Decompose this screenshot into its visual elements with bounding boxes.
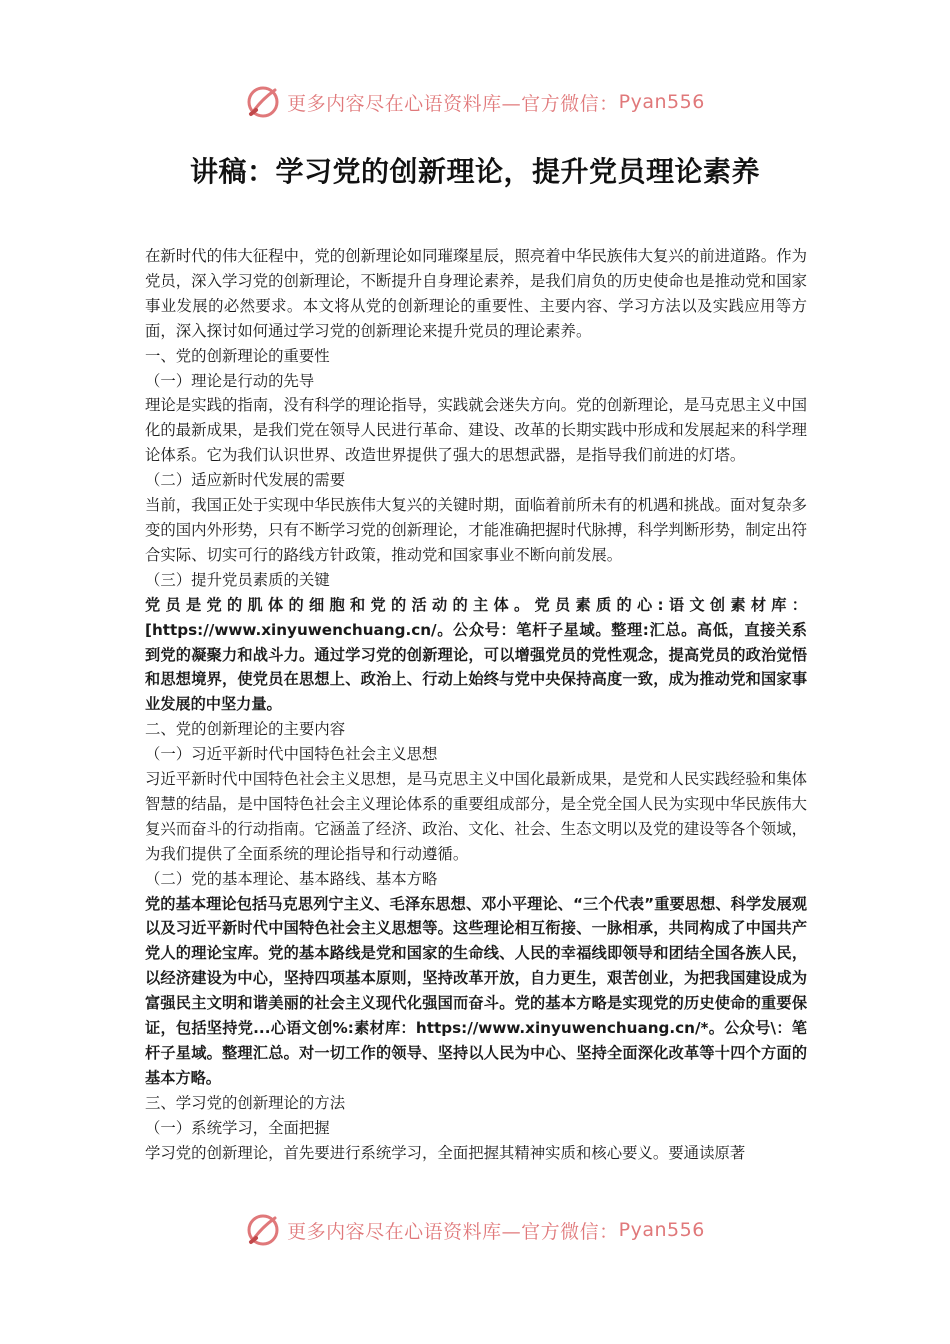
section-heading: （二）党的基本理论、基本路线、基本方略 xyxy=(145,869,438,888)
footer-banner xyxy=(0,1208,950,1252)
paragraph: 在新时代的伟大征程中，党的创新理论如同璀璨星辰，照亮着中华民族伟大复兴的前进道路。作为党员，深入学习党的创新理论，不断提升自身理论素养，是我们肩负的历史使命也是推动党和国家事业发展的必然要求。本文将从党的创新理论的重要性、主要内容、学习方法以及实践应用等方面，深入探讨如何通过学习党的创新理论来提升党员的理论素养。 xyxy=(145,247,807,340)
section-heading: （一）习近平新时代中国特色社会主义思想 xyxy=(145,745,438,764)
section-heading: 一、党的创新理论的重要性 xyxy=(145,346,330,365)
page-title: 讲稿：学习党的创新理论，提升党员理论素养 xyxy=(189,155,760,188)
section-heading: （二）适应新时代发展的需要 xyxy=(145,471,346,490)
banner-wechat-id: Pyan556 xyxy=(618,91,705,113)
paragraph: 当前，我国正处于实现中华民族伟大复兴的关键时期，面临着前所未有的机遇和挑战。面对复杂多变的国内外形势，只有不断学习党的创新理论，才能准确把握时代脉搏，科学判断形势，制定出符合实际、切实可行的路线方针政策，推动党和国家事业不断向前发展。 xyxy=(145,496,807,564)
section-heading: 二、党的创新理论的主要内容 xyxy=(145,720,346,739)
paragraph: 理论是实践的指南，没有科学的理论指导，实践就会迷失方向。党的创新理论，是马克思主义中国化的最新成果，是我们党在领导人民进行革命、建设、改革的长期实践中形成和发展起来的科学理论体系。它为我们认识世界、改造世界提供了强大的思想武器，是指导我们前进的灯塔。 xyxy=(145,396,807,465)
paragraph: 党的基本理论包括马克思列宁主义、毛泽东思想、邓小平理论、“三个代表”重要思想、科学发展观以及习近平新时代中国特色社会主义思想等。这些理论相互衔接、一脉相承，共同构成了中国共产党人的理论宝库。党的基本路线是党和国家的生命线、人民的幸福线即领导和团结全国各族人民，以经济建设为中心，坚持四项基本原则，坚持改革开放，自力更生，艰苦创业，为把我国建设成为富强民主文明和谐美丽的社会主义现代化强国而奋斗。党的基本方略是实现党的历史使命的重要保证，包括坚持党...心语文创%:素材库：https://www.xinyuwenchuang.cn/*。公众号\：笔杆子星域。整理汇总。对一切工作的领导、坚持以人民为中心、坚持全面深化改革等十四个方面的基本方略。 xyxy=(145,894,807,1087)
header-banner xyxy=(0,80,950,124)
section-heading: （一）系统学习，全面把握 xyxy=(145,1118,330,1137)
banner-text: 更多内容尽在心语资料库—官方微信： xyxy=(287,1220,619,1243)
section-heading: （三）提升党员素质的关键 xyxy=(145,570,330,589)
paragraph: 习近平新时代中国特色社会主义思想，是马克思主义中国化最新成果，是党和人民实践经验和集体智慧的结晶，是中国特色社会主义理论体系的重要组成部分，是全党全国人民为实现中华民族伟大复兴而奋斗的行动指南。它涵盖了经济、政治、文化、社会、生态文明以及党的建设等各个领域，为我们提供了全面系统的理论指导和行动遵循。 xyxy=(145,770,807,863)
banner-wechat-id: Pyan556 xyxy=(618,1219,705,1241)
section-heading: （一）理论是行动的先导 xyxy=(145,371,315,390)
banner-text: 更多内容尽在心语资料库—官方微信： xyxy=(287,92,619,115)
paragraph: 党员是党的肌体的细胞和党的活动的主体。党员素质的心:语文创素材库：[https://www.xinyuwenchuang.cn/。公众号：笔杆子星域。整理:汇总。高低，直接关系到党的凝聚力和战斗力。通过学习党的创新理论，可以增强党员的党性观念，提高党员的政治觉悟和思想境界，使党员在思想上、政治上、行动上始终与党中央保持高度一致，成为推动党和国家事业发展的中坚力量。 xyxy=(145,595,807,714)
paragraph: 学习党的创新理论，首先要进行系统学习，全面把握其精神实质和核心要义。要通读原著 xyxy=(145,1143,746,1162)
section-heading: 三、学习党的创新理论的方法 xyxy=(145,1093,346,1112)
brush-logo-icon xyxy=(245,1212,281,1248)
brush-logo-icon xyxy=(245,84,281,120)
document-body xyxy=(145,244,807,1166)
